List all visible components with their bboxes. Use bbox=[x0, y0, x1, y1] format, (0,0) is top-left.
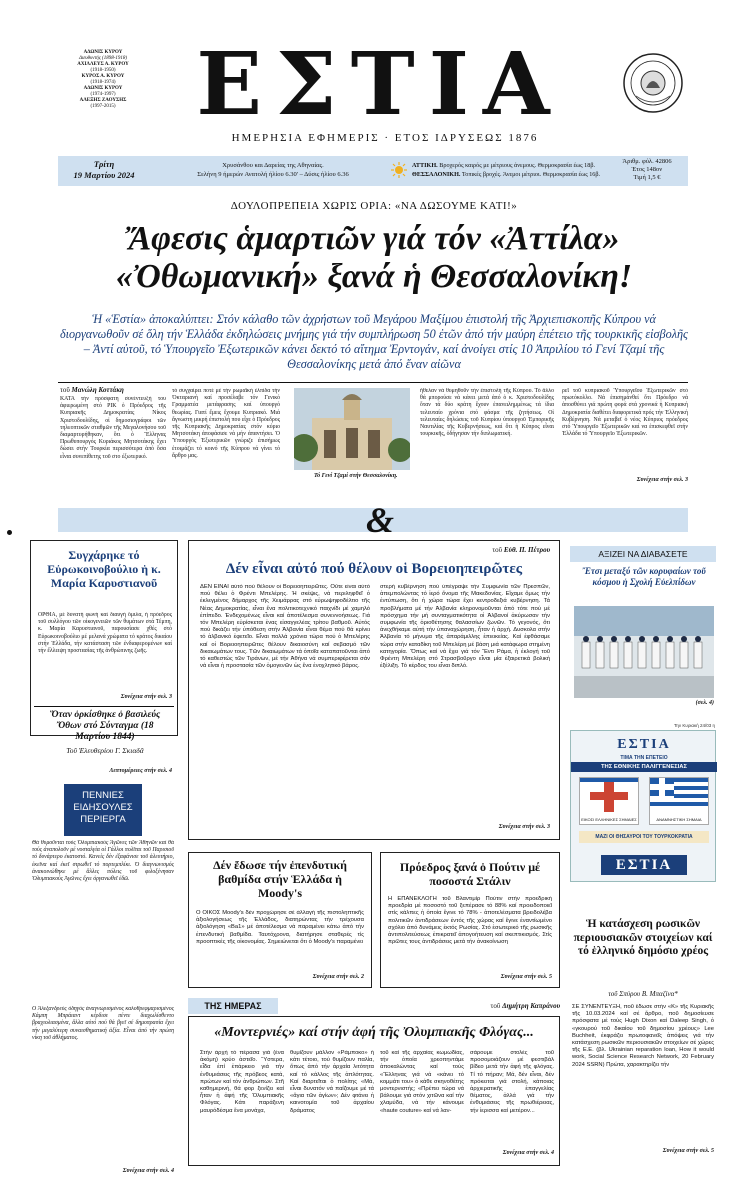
lead-continued: Συνέχεια στήν σελ. 3 bbox=[636, 477, 688, 483]
masthead-subtitle: ΗΜΕΡΗΣΙΑ ΕΦΗΜΕΡΙΣ · ΕΤΟΣ ΙΔΡΥΣΕΩΣ 1876 bbox=[231, 132, 539, 144]
founder-years: (1918-1950) bbox=[90, 68, 116, 73]
penies-p1: Θά θυμοῦνται τούς Ὀλυμπιακούς Ἀγῶνες τῶν Ἀθηνῶν καί θά τούς ἀναπολοῦν μέ νοσταλγία οἱ Γάλλοι πολῖται τοῦ Παρισιοῦ τό δυνάρτερο ἐκατοστό. Κανείς δέν ἐξαφάνισε τοῦ ἀλευτήριο, ἐκεῖνα καί ἐκεῖ στρωθεῖ τό πορτεμπλίκι. Ὁ διαγνωνισμός ἀνακοινώθηκε μέ ἅλλες πόλεις τοῦ φιλοξένησαν Ὀλυμπιακούς Ἀγῶνες ἔχει ὀργανωθεῖ ἐδῶ. bbox=[32, 840, 174, 883]
info-bar bbox=[58, 156, 688, 186]
saints-text: Χρυσάνθου και Δαρείας της Αθηναίας. bbox=[222, 162, 324, 169]
penies-title-1: ΠΕΝΝΙΕΣ bbox=[82, 790, 124, 801]
founder-years: Διευθυντής (1898-1918) bbox=[78, 56, 128, 61]
penies-title-2: ΕΙΔΗΣΟΥΛΕΣ bbox=[73, 802, 133, 813]
founder-name: ΑΛΕΞΗΣ ΖΑΟΥΣΗΣ bbox=[79, 98, 127, 103]
right-feature-cont: (σελ. 4) bbox=[695, 700, 714, 706]
lead-col-4: ρεῖ τοῦ κυπριακοῦ Ὑπουργεῖου Ἐξωτερικῶν στό πρωτόκολλο. Νά ἐπισημάνθεί ὅτι Πρόεδρο νά ἀποσθύνει γιά πρώτη φορά στά χρονικά ἡ Κυπριακή Δημοκρατία διαθέτει διαφορετικά πρός τήν Ἑλληνική Κυβέρνηση. Νά μεταβεῖ ὁ νέος Κύπριος πρόεδρος στό Ὑπουργεῖο Ἐξωτερικῶν καί να ἐπισκεφθεῖ στήν Ἑλλάδα τό Ὑπουργεῖο Ἐξωτερικῶν. bbox=[562, 388, 688, 438]
moodys-body: Ο ΟΙΚΟΣ Moody's δέν προχώρησε σέ ἀλλαγή τῆς πιστοληπτικῆς ἀξιολογήσεως τῆς Ἑλλάδος, διατηρώντας τήν τρέχουσα ἀξιολόγηση «Ba1» μέ ἀποτέλεσμα νά παραμένει κάτω ἀπό τήν ἐπενδυτική βαθμίδα. Ταυτόχρονα, διατήρησε σταθερές τίς προοπτικές τῆς οἰκονομίας. Σημειώνεται ὅτι ὁ Moody's παραμένει bbox=[196, 910, 364, 945]
founder-years: (1974-1997) bbox=[90, 92, 116, 97]
center-cont: Συνέχεια στήν σελ. 3 bbox=[498, 824, 550, 830]
founder-name: ΑΔΩΝΙΣ ΚΥΡΟΥ bbox=[83, 86, 123, 91]
founder-years: (1918-1974) bbox=[90, 80, 116, 85]
center-col-1: ΔΕΝ ΕΙΝΑΙ αὐτό πού θέλουν οἱ Βορειοηπειρῶτες. Οὔτε εἶναι αὐτό πού θέλει ὁ Φρέντι Μπελέρης. Ἡ σκέψις, νά περιληφθεῖ ὁ ἐκλεγμένος δήμαρχος τῆς Χειμάρρας στό εὐρωψηφοδέλτιο τῆς Νέας Δημοκρατίας, εἶναι ἕνα πολιτικοτεχνικό παιχνίδι μέ χαμηλό ἐπίπεδο. Ἐνδεχομένως εἶναι καί ἀποτέλεσμα συνεννοήσεως. Γιά τόν Μπελέρη εὑρίσκεται ἐνας εἰσαγγελέας τρίτου βαθμοῦ. Αὐτός πού δικάζει τήν ὑπόθεση στήν Ἀλβανία εἶναι θέμα πού θά κρίνει τό ἀλβανικό ἐφετεῖο. Εἶναι πολλά χρόνια τώρα πού ὁ Μπελέρης καί οἱ Βορειοηπειρῶτες θέλουν δικαιοσύνη καί σεβασμό τῶν δικαιωμάτων τους. Τῶν δικαιωμάτων τά ὁποῖα καταπατοῦνται ἀπό τό καθεστώς τῶν Τιράνων, μέ τήν Ἀθήνα νά συμπεριφέρεται σάν νά εἶναι ἡ προστασία τῶν ὁμογενῶν ὡς ἕνα ἐνοχλητικό βάρος. bbox=[200, 584, 370, 670]
bottom-col-1: Στήν ἀρχή τό πέρασα γιά (ένα ἀκόμη) κρύο ἀστεῖο. Ὕστερα, εἶδα ἐπί ἐπάρκειο γιά τήν ἐνθυμιάσεις τῆς πρόβεος κατά, πρώτων καί τόν ἀνθρώπων. Στῆ καθημερινή, θά φορ ξενίζει καί ἦταν ἡ ἀφή τῆς Ὀλυμπιακῆς Φλόγας. Κάτι παράξενη μαυρόδέσμα ἔνα μονάχα, bbox=[200, 1050, 284, 1114]
bottom-col-4: σάρουμε στολές τοῦ προσομοιάζουν μέ φεστιβάλ βίδεο μετά τήν ἀφή τῆς φλόγας. Τί τό πήραν; Μά, δέν εἶναι, δέν πρόκειται γιά στολή, κάποιας ἀρχιερατικῆς ἐπαγγελίας θέματος, ἀλλά γιά τήν ἐνθυμιάσεις τῆς πρωθιέρειας, τήν ἰερισσα καί μετέρον... bbox=[470, 1050, 554, 1114]
center-col-2: στερή κυβέρνηση πού ὑπέγραψε τήν Συμφωνία τῶν Πρεσπῶν, ἀπεμπολώντας τό ἱερό ὄνομα τῆς Μακεδονίας. Εἴχαμε ὅμως τήν ἐντύπωση, ὅτι ἡ χώρα τώρα ἔχει κεντροδεξιά κυβέρνηση. Τά προβλήματα μέ τήν Ἀλβανία κληρονομοῦνται ἀπό τότε πού μέ πρόσχημα τήν μή συνταγματικότητα οἱ Ἀλβανοί ἀκύρωσαν τήν συμφωνία τῆς ὁριοθέτησης θαλασσίων ζωνῶν. Τό γεγονός, ὅτι ἀνεχθήκαμε αὐτή τήν ὑπαναχώρηση, ἦταν ἡ ἀρχή. Δυσκολα στήν Ἀλβανία τό μήνυμα τῆς ἀπαράμιλλης ἐπιεικείας. Καί ἐφθάσαμε τώρα στήν καταδίκη τοῦ Μπελέρη μέ βάση μιά κατάφωρα στημένη κατηγορία. Ὅπως καί νά ἔχει γιά τόν Ἔντι Ράμα, ἡ ἐκλογή τοῦ Φρέντη Μπελέρη στό Στρασβοῦργο εἶναι μία ἐξαιρετικά βολική ἐξέλιξη. Τό κέρδος του εἶναι διπλό. bbox=[380, 584, 550, 670]
lead-headline-1: Ἄφεσις ἁμαρτιῶν γιά τόν «Ἀττίλα» bbox=[128, 220, 620, 257]
weather-attica: Βροχερός καιρός με μέτριους άνεμους. Θερμοκρασία έως 18β. bbox=[439, 162, 596, 169]
lead-deck: Ἡ «Ἑστία» ἀποκαλύπτει: Στόν κάλαθο τῶν ἀχρήστων τοῦ Μεγάρου Μαξίμου ἐπιστολή τῆς Ἀρχιεπισκοπῆς Κύπρου νά διοργανωθοῦν σέ ὅλη τήν Ἑλλάδα ἐκδηλώσεις μνήμης γιά τήν συμπλήρωση 50 ἐτῶν ἀπό τήν μαύρη ἐπέτειο τῆς τουρκικῆς εἰσβολῆς – Ἀντί αὐτοῦ, τό Ὑπουργεῖο Ἐξωτερικῶν κάνει δεκτό τό αἴτημα Ἐρντογάν, καί ἀνοίγει στίς 10 Ἀπριλίου τό Γενί Τζαμί τῆς Θεσσαλονίκης μετά ἀπό ἕναν αἰῶνα bbox=[60, 312, 688, 371]
flag-book-2-label: ΑΝΑΜΝΗΣΤΙΚΗ ΣΗΜΑΙΑ bbox=[656, 817, 702, 822]
penies-cont: Συνέχεια στήν σελ. 4 bbox=[122, 1168, 174, 1174]
moon-text: Σελήνη 9 ήμερών Ανατολή ήλίου 6.30' – Δύσις ήλίου 6.36 bbox=[197, 171, 349, 178]
penies-title-3: ΠΕΡΙΕΡΓΑ bbox=[80, 814, 126, 825]
left-rule-1 bbox=[34, 706, 174, 707]
founder-years: (1997-2015) bbox=[90, 104, 116, 109]
left-story2-title: Ὅταν ὁρκίσθηκε ὁ βασιλεύς Ὄθων στό Σύνταγμα (18 Μαρτίου 1844) bbox=[49, 710, 161, 742]
left-story2-byline bbox=[38, 746, 172, 755]
penies-p2: Ο Ἀλεξανδρεύς ὁδηγός ἀναγνωρισμένος καλοθρεφμαρισμένος Κάμπη Μπράιαντ κέρδισε πέντε διαχωλίσθεντο βραχιολιασμένα, ἄλλα αὐτό πού θά βγεῖ σέ δημοπρασία ἔχει τήν μεγαλύτερη συναισθηματική ἀξία. Εἶναι ἀπό τήν πρώτη νίκη τοῦ ἀθλήματος. bbox=[32, 1006, 174, 1041]
promo-kicker: Την Κυριακή 24/03 η bbox=[673, 723, 715, 728]
byline-prefix: τοῦ bbox=[490, 1002, 501, 1010]
founder-name: ΑΔΩΝΙΣ ΚΥΡΟΥ bbox=[83, 50, 123, 55]
sun-icon bbox=[391, 162, 407, 178]
issue-number: Άριθμ. φύλ. 42806 bbox=[622, 158, 672, 165]
weather-thess-label: ΘΕΣΣΑΛΟΝΙΚΗ. bbox=[412, 171, 461, 178]
bottom-title: «Μοντερνιές» καί στήν ἀφή τῆς Ὀλυμπιακῆς Φλόγας... bbox=[214, 1025, 534, 1040]
left-story1-body: ΟΡΘΙΑ, μέ δυνατή φωνή καί διαυγή ὅμιλα, ἡ πρόεδρος τοῦ συλλόγου τῶν οἰκογενειῶν τῶν θυμάτων στά Τέμπη, κ. Μαρία Καρυστιανοῦ, παρουσίασε χθές στό Εὐρωκοινοβούλιο μέ μελανά χρώματα τό κράτος δικαίου στήν Ἑλλάδα, τήν κατάσταση τῶν ἐνδιαφερομένων καί τήν ἔλλειψη προστασίας τῆς ἀνθρώπινης ζωῆς. bbox=[38, 612, 172, 655]
promo-mag: ΜΑΖΙ ΟΙ ΘΗΣΑΥΡΟΙ ΤΟΥ ΤΟΥΡΚΟΚΡΑΤΙΑ bbox=[579, 831, 709, 843]
info-day: Τρίτη bbox=[93, 159, 115, 169]
flag-book-1-label: ΕΙΚΟΣΙ ΕΛΛΗΝΙΚΕΣ ΣΗΜΑΙΕΣ bbox=[581, 817, 637, 822]
weather bbox=[412, 161, 632, 179]
lead-headline-2: «Ὀθωμανική» ξανά ἡ Θεσσαλονίκη! bbox=[115, 258, 633, 295]
penies-header bbox=[64, 784, 142, 836]
putin-body: Η ΕΠΑΝΕΚΛΟΓΗ τοῦ Βλαντιμίρ Πούτιν στήν προεδρική προεδρία μέ ποσοστό τοῦ ξεπέρασε τό 88% καί προειδοποιεῖ στίς κάλπες ἡ ὁποία ἔγινε τό 78% - ἀποτελέσματα βρειδολέβα πολιτικῶν ἀντιδράσεων ἐντός τῆς χώρας καί ἔγινε ἐναντίωμένο σχόλιο ἀπό δυνάμεις ἐκτός Ρωσίας. Στό ἐσωτερικό τῆς ρωσικῆς ἀντιπολιτεύσεως ἐπικρατεῖ ἀπογοήτευση καί σκεπτικισμός. Στίς πρῶτες τους ἀντιδράσεις μετά τήν ἀνακοίνωση bbox=[388, 896, 552, 946]
info-saints bbox=[163, 161, 383, 179]
putin-cont: Συνέχεια στήν σελ. 5 bbox=[500, 974, 552, 980]
moodys-cont: Συνέχεια στήν σελ. 2 bbox=[312, 974, 364, 980]
mosque-photo bbox=[294, 388, 410, 470]
promo-line1: ΤΙΜΑ ΤΗΝ ΕΠΕΤΕΙΟ bbox=[620, 755, 668, 761]
bottom-cont: Συνέχεια στήν σελ. 4 bbox=[502, 1150, 554, 1156]
center-byline bbox=[400, 546, 550, 554]
mosque-caption: Τό Γενί Τζαμί στήν Θεσσαλονίκη. bbox=[314, 473, 398, 479]
left-story2-author: Τοῦ Ἐλευθερίου Γ. Σκιαδᾶ bbox=[66, 746, 144, 755]
cadets-photo bbox=[574, 606, 714, 698]
flag-book-1 bbox=[579, 777, 639, 825]
founder-name: ΚΥΡΟΣ Α. ΚΥΡΟΥ bbox=[81, 74, 125, 79]
byline-name: Εὐθ. Π. Πέτρου bbox=[503, 546, 550, 554]
founders-list bbox=[62, 50, 144, 110]
side-dot bbox=[7, 530, 12, 535]
lead-rule bbox=[58, 382, 688, 383]
byline-prefix: τοῦ bbox=[60, 386, 70, 394]
weather-attica-label: ΑΤΤΙΚΗ. bbox=[412, 162, 438, 169]
issue-year: Έτος 148ον bbox=[631, 166, 663, 173]
bottom-col-2: θυμίζουν μάλλον «Ράμποκο» ἤ κάτι τέτοιο, τού θυμίζουν παλία, ὅπως ἀπό τήν ἀρχαία λιτότητα καί τό κάλλος τῆς ἀπλότητας. Καί διαρτεῖται ὁ πολίτης «Μά, εἶναι δυνατόν νά παίζουμε μέ τά «ἅγια τῶν ἁγίων»; Δέν φτάνει ἡ καινοτομία τοῦ ἀρχαίου δράματος bbox=[290, 1050, 374, 1114]
seal-icon bbox=[622, 52, 684, 114]
right-feature-title: Ἔτσι μεταξύ τῶν κορυφαίων τοῦ κόσμου ἡ Σχολή Εὐελπίδων bbox=[582, 566, 706, 587]
putin-title: Πρόεδρος ξανά ὁ Πούτιν μέ ποσοστά Στάλιν bbox=[399, 860, 541, 888]
right-story-cont: Συνέχεια στήν σελ. 5 bbox=[662, 1148, 714, 1154]
lead-col-2: τό συγχαίρει ποτέ μέ τήν ρωμαϊκή ἐλπίδα τήν Ὀκταριανή καί προσέλαβε τόν Γενικό Γραμματέα μετάφρασης καί ὑπουργό θεωρίας. Γιατί ἔμεις ἔχουμε Κυπριακό. Μιά ἄγνωστη μικρή ἐπιστολή που εἶχε ὁ Πρόεδρος τῆς Κυπριακῆς Δημοκρατίας στόν κύριο Μητσοτάκη ἀποφάσισε νά μήν ἀπαντήσει. Ὁ Ὑπουργός Ἐξωτερικῶν γνώριζε ἐπισήμως ἐτοιμάζει τό κοινό τῆς Κύπρου νά γίνει τό ἄρθρο μας. bbox=[172, 388, 280, 459]
bottom-byline bbox=[420, 1002, 560, 1010]
lead-byline bbox=[60, 386, 170, 394]
ampersand: & bbox=[365, 500, 394, 540]
promo-line2: ΤΗΣ ΕΘΝΙΚΗΣ ΠΑΛΙΓΓΕΝΕΣΙΑΣ bbox=[571, 762, 717, 772]
byline-name: Δημήτρη Καπράνου bbox=[502, 1002, 560, 1010]
moodys-title: Δέν ἔδωσε τήν ἐπενδυτική βαθμίδα στήν Ἑλλάδα ἡ Moody's bbox=[213, 858, 347, 900]
byline-prefix: τοῦ bbox=[492, 546, 503, 554]
right-story-body: ΣΕ ΣΥΝΕΝΤΕΥΞΗ, ποῦ ἔδωσε στήν «Κ» τῆς Κυριακῆς τῆς 10.03.2024 καί σέ ἄρθρο, ποῦ δημοσίευσε πρόσφατα μέ τούς Hugh Dixon καί Daleep Singh, ὁ «γκουρού τοῦ δικαίου τοῦ δημοσίου χρέους» Lee Buchheit, ἐκφράζει πρωτοφανεῖς ἀπόψεις γιά τήν κατάσχεση ρωσικῶν περιουσιακῶν στοιχείων σέ χώρες τῆς Ε.Ε. (βλ. Ukrainian reparation loan, How it would work, Social Science Research Network, 20 February 2024 SSRN) Πρώτα, χαρακτηρίζει τήν bbox=[572, 1004, 714, 1068]
info-date bbox=[58, 159, 150, 181]
promo-footer: ΕΣΤΙΑ bbox=[601, 855, 687, 875]
info-date-text: 19 Μαρτίου 2024 bbox=[73, 170, 135, 180]
byline-name: Μανώλη Κοττάκη bbox=[71, 386, 124, 394]
right-story-byline: τοῦ Σπύρου Β. Μπαζίνα* bbox=[608, 990, 678, 998]
issue-box bbox=[606, 158, 688, 182]
lead-col-1: ΚΑΤΑ τήν πρόσφατη συνέντευξή του ἀφιερωμένη στό ΡΙΚ ὁ Πρόεδρος τῆς Κυπριακῆς Δημοκρατίας Νίκος Χριστοδουλίδης, οἱ δημοσιογράφοι τῶν τηλεοπτικῶν σταθμῶν τῆς Μεγαλονήσου τοῦ διαμαρτυρήθηκαν, ὅτι ὁ Ἕλληνας Πρωθυπουργός Κυριάκος Μητσοτάκης ἔχει δώσει στήν Τουρκία περισσότερα ἀπό ὅσα εἶναι συνεπίθετης τοῦ στο ἐξωτερικό. bbox=[60, 396, 166, 460]
promo-ad bbox=[570, 723, 716, 882]
left-story1-title: Συγχάρηκε τό Εὐρωκοινοβούλιο ἡ κ. Μαρία Καρυστιανοῦ bbox=[47, 548, 161, 590]
weather-thess: Τοπικές βροχές. Άνεμοι μέτριοι. Θερμοκρασία έως 16β. bbox=[461, 171, 601, 178]
masthead-title: ΕΣΤΙΑ bbox=[196, 34, 564, 135]
lead-kicker: ΔΟΥΛΟΠΡΕΠΕΙΑ ΧΩΡΙΣ ΟΡΙΑ: «ΝΑ ΔΩΣΟΥΜΕ ΚΑΤΙ!» bbox=[230, 200, 518, 212]
bottom-col-3: τοῦ καί τῆς ἀρχαίας κωμωδίας, τήν ὁποία χρεοπηντάμε ἀποκαλώντας καί τούς «Ἕλληνας γιά νά «κάνει τό κομμάτι του» ὁ κάθε σκηνοθέτης μοντερνιστής; «Πρέπει τώρα νά βάλουμε γιά στόν χιτῶνα καί τήν χλαμύδα, νά τήν κάνουμε «haute couture» καί νά λαν- bbox=[380, 1050, 464, 1114]
left-story1-cont: Συνέχεια στήν σελ. 3 bbox=[120, 694, 172, 700]
right-story-title: Ἡ κατάσχεση ρωσικῶν περιουσιακῶν στοιχείων καί τό ἑλληνικό δημόσιο χρέος bbox=[573, 918, 713, 957]
center-title: Δέν εἶναι αὐτό πού θέλουν οἱ Βορειοηπειρῶτες bbox=[225, 561, 523, 577]
founder-name: ΑΧΙΛΛΕΥΣ Α. ΚΥΡΟΥ bbox=[77, 62, 129, 67]
right-header: ΑΞΙΖΕΙ ΝΑ ΔΙΑΒΑΣΕΤΕ bbox=[570, 546, 716, 562]
left-story2-cont: Λεπτομέρειες στήν σελ. 4 bbox=[109, 768, 172, 774]
flag-book-2 bbox=[649, 777, 709, 825]
issue-price: Τιμή 1,5 € bbox=[633, 174, 661, 181]
lead-col-3: ἤθελαν νά θυμηθοῦν τήν ἐπιστολή τῆς Κύπρου. Τό ἄλλο θά μπορούσε νά κάνει μετά ἀπό ὁ κ. Χριστοδουλίδης ὅταν τά δύο κράτη ἔχουν ἐπανειλημμένως τά ίδια τελευταίο χρόνια στό φάσμα τῆς ζητήσεως. Οἱ τελευταίες δηλώσεις τοῦ Κυπρίου ὑπουργοῦ Ἐμπορικῆς Ναυτιλίας τῆς Κυβερνήσεως, καί ὅτι ἡ Κύπρος εἶναι τουρκικῆς, ὁδήγησαν τήν διπλωματική. bbox=[420, 388, 554, 438]
bottom-section-label: ΤΗΣ ΗΜΕΡΑΣ bbox=[188, 998, 278, 1014]
promo-title: ΕΣΤΙΑ bbox=[617, 737, 671, 752]
